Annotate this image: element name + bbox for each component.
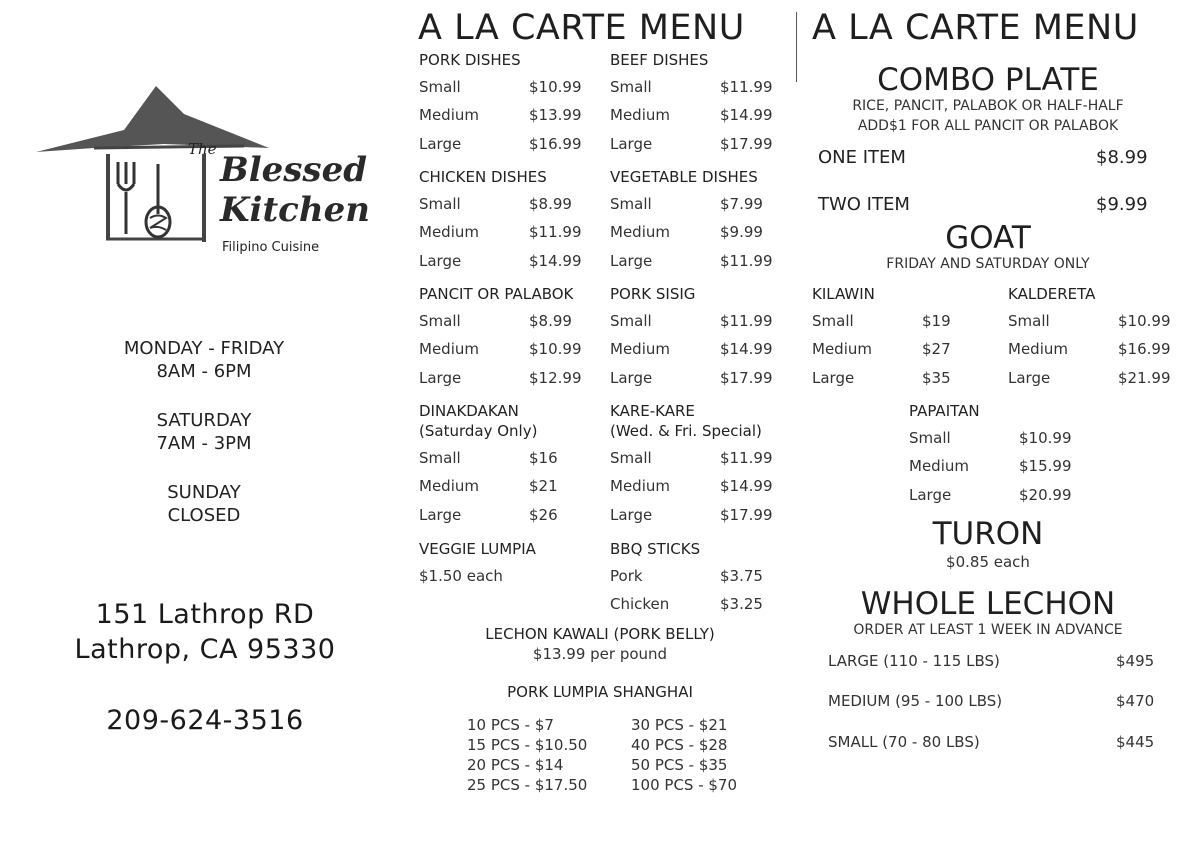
row-price: $10.99 bbox=[529, 340, 582, 358]
hours-saturday-day: SATURDAY bbox=[156, 410, 252, 431]
row-size: Small bbox=[1008, 312, 1050, 330]
row-size: Large bbox=[1008, 369, 1051, 387]
row-size: Medium bbox=[909, 457, 969, 475]
menu-block-kare-kare bbox=[610, 401, 795, 531]
row-price: $26 bbox=[529, 506, 558, 524]
menu-block-sisig bbox=[610, 284, 790, 394]
divider bbox=[796, 12, 797, 82]
menu-block-pancit bbox=[419, 284, 604, 394]
whole-lechon-title: WHOLE LECHON bbox=[860, 586, 1116, 622]
row-size: Small bbox=[909, 429, 951, 447]
row-size: Medium bbox=[419, 340, 479, 358]
row-price: $16.99 bbox=[529, 135, 582, 153]
block-title: PAPAITAN bbox=[909, 402, 980, 420]
lumpia-option: 25 PCS - $17.50 bbox=[467, 776, 588, 794]
row-size: Small bbox=[419, 449, 461, 467]
combo-two-item-price: $9.99 bbox=[1096, 194, 1148, 215]
right-menu-title: A LA CARTE MENU bbox=[812, 8, 1139, 48]
menu-block-veggie-lumpia bbox=[419, 539, 599, 589]
row-price: $21.99 bbox=[1118, 369, 1171, 387]
row-size: Small bbox=[419, 312, 461, 330]
block-title: DINAKDAKAN bbox=[419, 402, 519, 420]
phone-number: 209-624-3516 bbox=[106, 705, 304, 736]
lechon-small-price: $445 bbox=[1116, 733, 1155, 751]
block-title: VEGETABLE DISHES bbox=[610, 168, 758, 186]
row-size: Medium bbox=[419, 223, 479, 241]
menu-block-pork bbox=[419, 50, 599, 160]
row-size: Pork bbox=[610, 567, 643, 585]
row-price: $20.99 bbox=[1019, 486, 1072, 504]
block-title: BEEF DISHES bbox=[610, 51, 709, 69]
lumpia-column-2 bbox=[631, 715, 737, 795]
lumpia-option: 10 PCS - $7 bbox=[467, 716, 554, 734]
row-price: $14.99 bbox=[720, 477, 773, 495]
lechon-large-label: LARGE (110 - 115 LBS) bbox=[828, 652, 1000, 670]
menu-block-dinakdakan bbox=[419, 401, 599, 531]
row-size: Large bbox=[812, 369, 855, 387]
combo-note-2: ADD$1 FOR ALL PANCIT OR PALABOK bbox=[857, 118, 1119, 134]
block-title: BBQ STICKS bbox=[610, 540, 701, 558]
row-price: $15.99 bbox=[1019, 457, 1072, 475]
whole-lechon-note: ORDER AT LEAST 1 WEEK IN ADVANCE bbox=[853, 622, 1123, 638]
row-size: Large bbox=[419, 369, 462, 387]
lechon-large-price: $495 bbox=[1116, 652, 1155, 670]
row-price: $11.99 bbox=[720, 449, 773, 467]
row-size: Large bbox=[909, 486, 952, 504]
row-price: $16 bbox=[529, 449, 558, 467]
block-title: KALDERETA bbox=[1008, 285, 1096, 303]
row-price: $14.99 bbox=[529, 252, 582, 270]
menu-block-papaitan bbox=[909, 401, 1089, 511]
row-price: $17.99 bbox=[720, 506, 773, 524]
hours-sunday-time: CLOSED bbox=[167, 505, 241, 526]
combo-one-item-label: ONE ITEM bbox=[818, 147, 906, 168]
row-size: Large bbox=[419, 135, 462, 153]
row-size: Medium bbox=[419, 477, 479, 495]
combo-two-item-label: TWO ITEM bbox=[818, 194, 910, 215]
lumpia-option: 15 PCS - $10.50 bbox=[467, 736, 588, 754]
row-price: $16.99 bbox=[1118, 340, 1171, 358]
lechon-kawali-title: LECHON KAWALI (PORK BELLY) bbox=[485, 625, 715, 643]
row-size: Small bbox=[610, 195, 652, 213]
menu-block-kilawin bbox=[812, 284, 982, 394]
turon-price: $0.85 each bbox=[946, 553, 1030, 571]
row-price: $13.99 bbox=[529, 106, 582, 124]
row-size: Large bbox=[610, 369, 653, 387]
row-price: $8.99 bbox=[529, 195, 572, 213]
lumpia-column-1 bbox=[467, 715, 587, 795]
row-size: Large bbox=[419, 506, 462, 524]
row-price: $3.75 bbox=[720, 567, 763, 585]
row-size: Small bbox=[812, 312, 854, 330]
row-size: Small bbox=[419, 195, 461, 213]
block-subtitle: (Saturday Only) bbox=[419, 422, 538, 440]
block-title: KARE-KARE bbox=[610, 402, 695, 420]
left-menu-title: A LA CARTE MENU bbox=[418, 8, 745, 48]
block-subtitle: (Wed. & Fri. Special) bbox=[610, 422, 762, 440]
row-size: Small bbox=[610, 78, 652, 96]
row-price: $10.99 bbox=[1118, 312, 1171, 330]
logo-the: The bbox=[188, 140, 217, 158]
block-title: KILAWIN bbox=[812, 285, 875, 303]
combo-one-item-price: $8.99 bbox=[1096, 147, 1148, 168]
turon-title: TURON bbox=[932, 516, 1044, 552]
hours-saturday-time: 7AM - 3PM bbox=[156, 433, 252, 454]
hours-weekday-day: MONDAY - FRIDAY bbox=[123, 338, 285, 359]
lechon-medium-price: $470 bbox=[1116, 692, 1155, 710]
row-size: Large bbox=[610, 252, 653, 270]
lechon-medium-label: MEDIUM (95 - 100 LBS) bbox=[828, 692, 1003, 710]
row-size: Small bbox=[610, 312, 652, 330]
block-title: PORK DISHES bbox=[419, 51, 521, 69]
row-price: $10.99 bbox=[1019, 429, 1072, 447]
row-size: Medium bbox=[419, 106, 479, 124]
lumpia-shanghai-title: PORK LUMPIA SHANGHAI bbox=[507, 683, 693, 701]
logo-name-line2: Kitchen bbox=[220, 190, 370, 230]
lumpia-option: 20 PCS - $14 bbox=[467, 756, 564, 774]
row-price: $11.99 bbox=[720, 312, 773, 330]
row-price: $17.99 bbox=[720, 369, 773, 387]
menu-block-chicken bbox=[419, 167, 599, 277]
hours-sunday-day: SUNDAY bbox=[167, 482, 241, 503]
row-size: Medium bbox=[1008, 340, 1068, 358]
row-size: Medium bbox=[610, 106, 670, 124]
combo-plate-title: COMBO PLATE bbox=[877, 62, 1099, 98]
row-size: Medium bbox=[610, 340, 670, 358]
row-price: $27 bbox=[922, 340, 951, 358]
logo-name-line1: Blessed bbox=[220, 150, 367, 190]
menu-block-vegetable bbox=[610, 167, 790, 277]
address-line1: 151 Lathrop RD bbox=[95, 599, 315, 630]
logo-tagline: Filipino Cuisine bbox=[222, 240, 320, 255]
row-size: Medium bbox=[812, 340, 872, 358]
block-title: PORK SISIG bbox=[610, 285, 696, 303]
row-price: $11.99 bbox=[720, 252, 773, 270]
row-price: $9.99 bbox=[720, 223, 763, 241]
address bbox=[30, 597, 380, 667]
row-size: Medium bbox=[610, 223, 670, 241]
lechon-kawali-price: $13.99 per pound bbox=[532, 645, 668, 663]
row-size: Chicken bbox=[610, 595, 670, 613]
row-price: $17.99 bbox=[720, 135, 773, 153]
hours-weekday-time: 8AM - 6PM bbox=[156, 361, 252, 382]
block-title: VEGGIE LUMPIA bbox=[419, 540, 536, 558]
address-line2: Lathrop, CA 95330 bbox=[74, 634, 336, 665]
row-price: $21 bbox=[529, 477, 558, 495]
row-price: $14.99 bbox=[720, 340, 773, 358]
block-title: PANCIT OR PALABOK bbox=[419, 285, 574, 303]
row-size: Medium bbox=[610, 477, 670, 495]
hours-section bbox=[54, 337, 354, 527]
row-price: $8.99 bbox=[529, 312, 572, 330]
lechon-small-label: SMALL (70 - 80 LBS) bbox=[828, 733, 980, 751]
row-size: Large bbox=[610, 506, 653, 524]
lumpia-option: 40 PCS - $28 bbox=[631, 736, 728, 754]
row-price: $7.99 bbox=[720, 195, 763, 213]
row-size: $1.50 each bbox=[419, 567, 503, 585]
row-price: $35 bbox=[922, 369, 951, 387]
row-price: $19 bbox=[922, 312, 951, 330]
block-title: CHICKEN DISHES bbox=[419, 168, 547, 186]
lumpia-option: 100 PCS - $70 bbox=[631, 776, 738, 794]
menu-block-beef bbox=[610, 50, 790, 160]
row-price: $10.99 bbox=[529, 78, 582, 96]
combo-note-1: RICE, PANCIT, PALABOK OR HALF-HALF bbox=[852, 98, 1124, 114]
row-price: $11.99 bbox=[529, 223, 582, 241]
row-price: $12.99 bbox=[529, 369, 582, 387]
row-price: $3.25 bbox=[720, 595, 763, 613]
row-size: Large bbox=[419, 252, 462, 270]
goat-note: FRIDAY AND SATURDAY ONLY bbox=[886, 256, 1090, 272]
row-size: Small bbox=[610, 449, 652, 467]
row-size: Small bbox=[419, 78, 461, 96]
row-size: Large bbox=[610, 135, 653, 153]
lumpia-option: 50 PCS - $35 bbox=[631, 756, 728, 774]
menu-block-bbq bbox=[610, 539, 790, 619]
row-price: $11.99 bbox=[720, 78, 773, 96]
goat-title: GOAT bbox=[945, 220, 1031, 256]
menu-block-kaldereta bbox=[1008, 284, 1188, 394]
lumpia-option: 30 PCS - $21 bbox=[631, 716, 728, 734]
row-price: $14.99 bbox=[720, 106, 773, 124]
